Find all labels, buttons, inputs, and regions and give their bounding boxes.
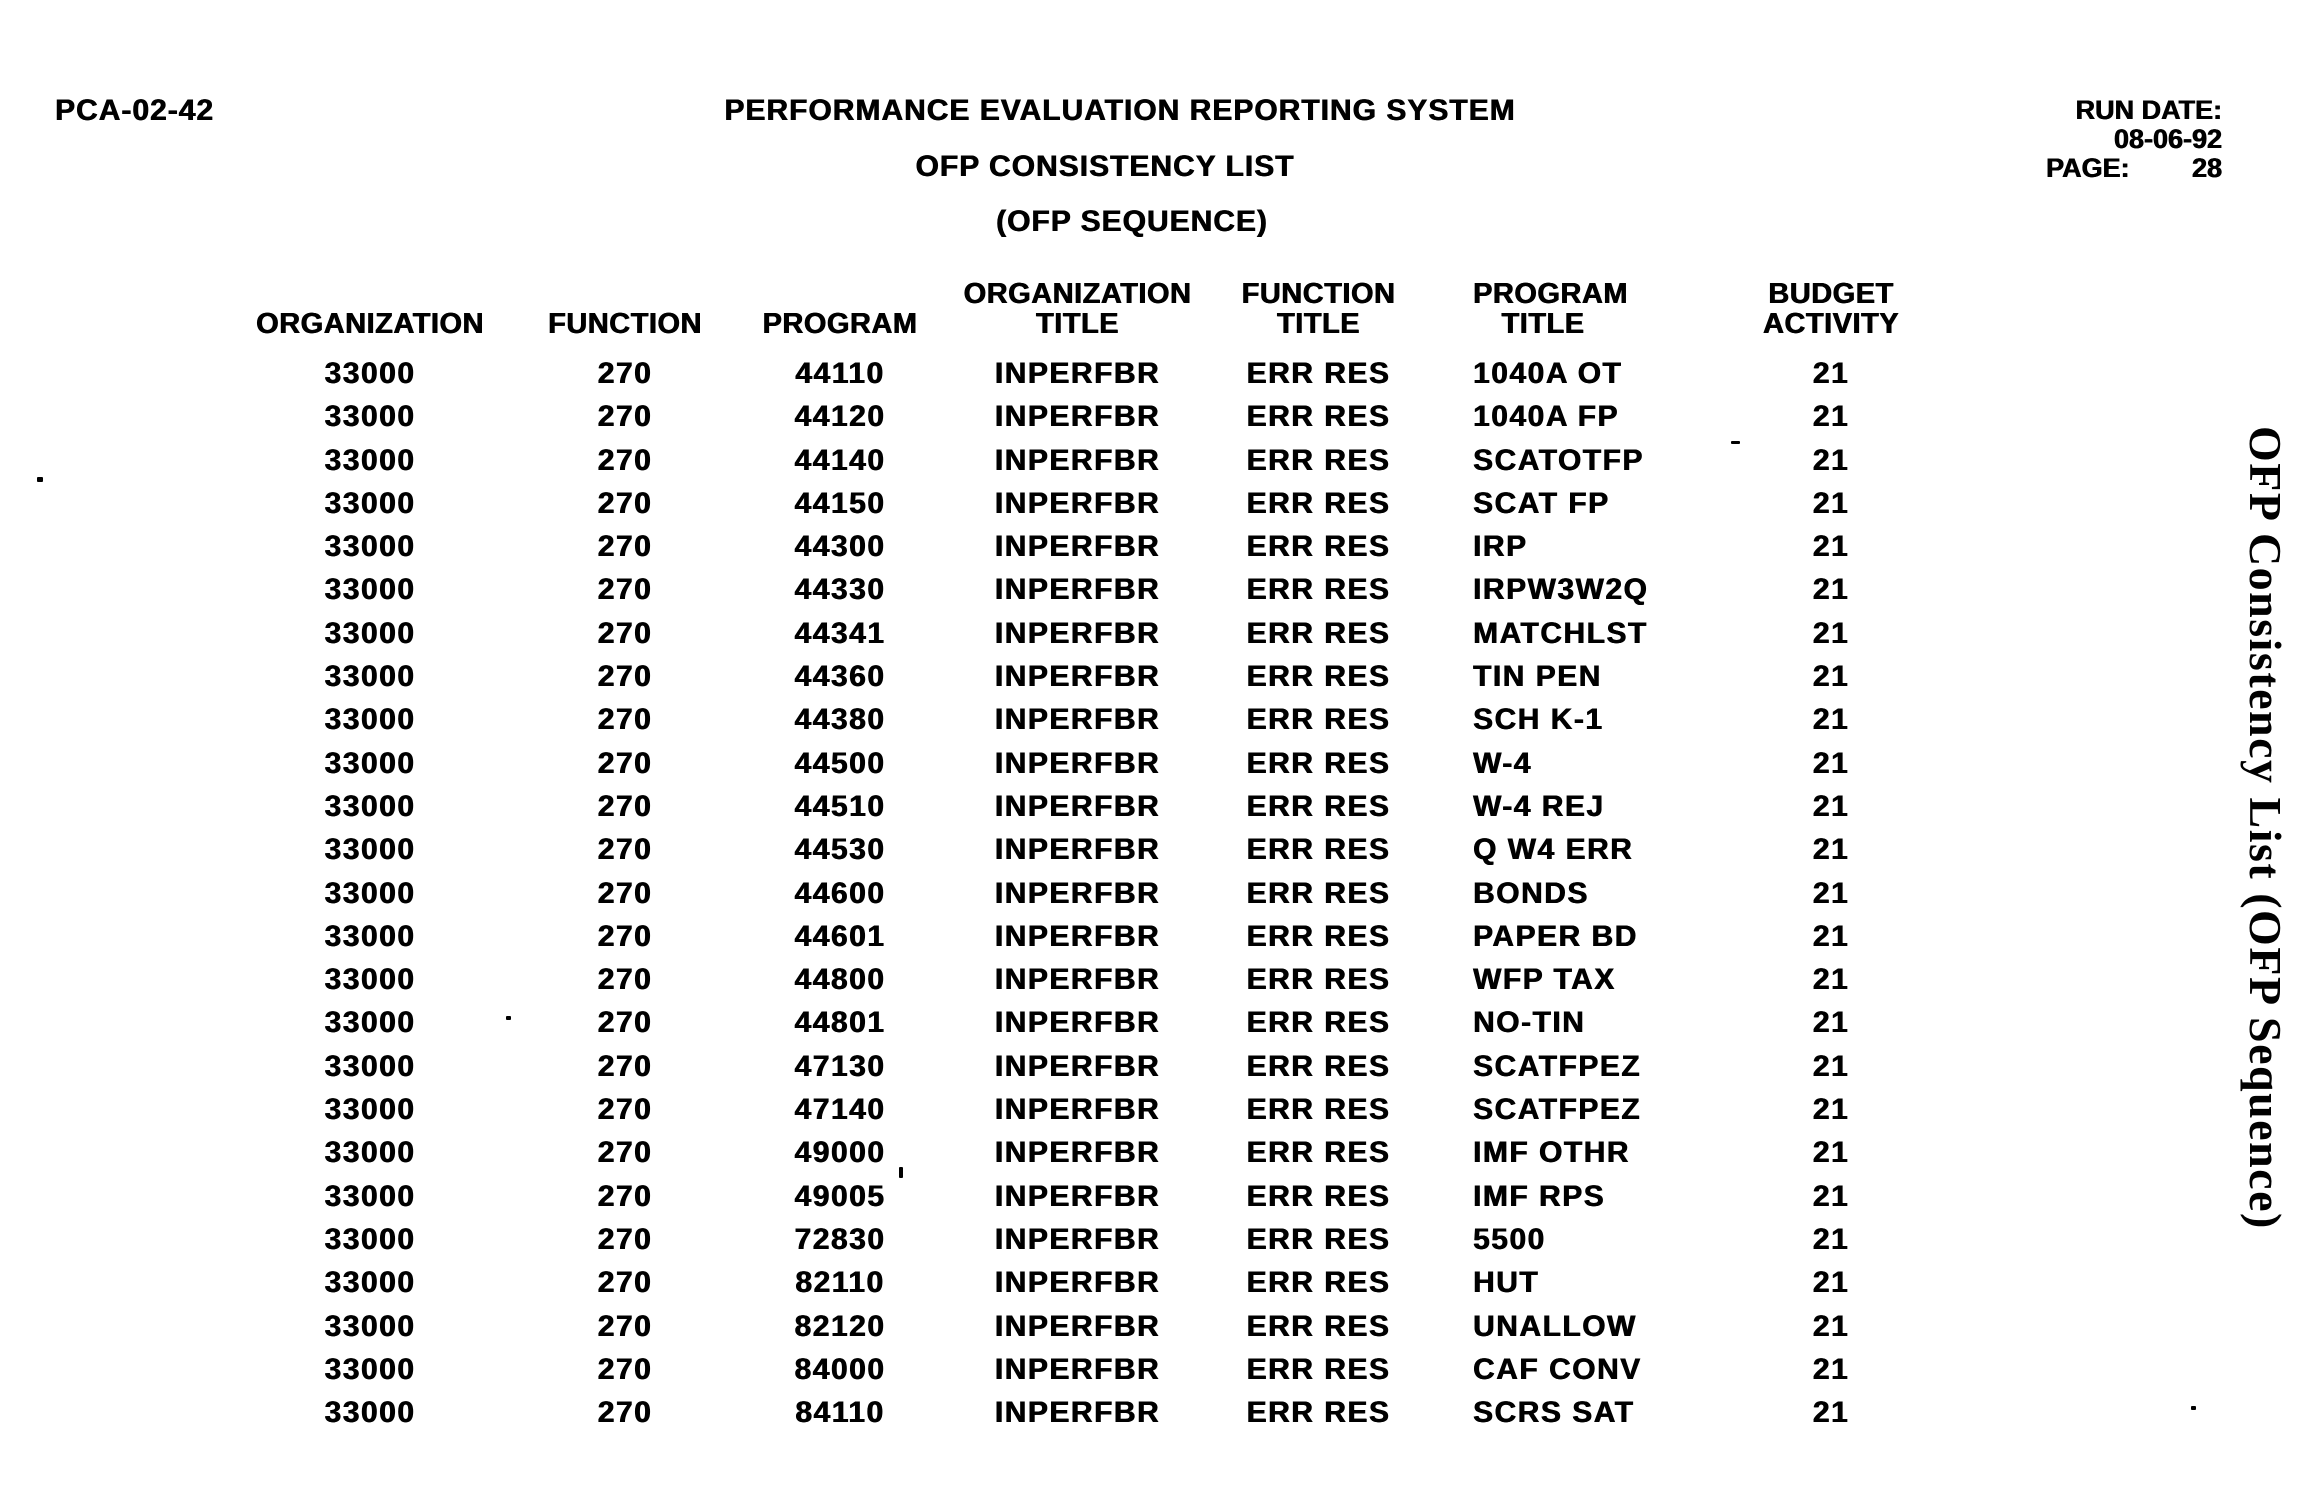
cell-organization-title: INPERFBR xyxy=(994,400,1161,434)
table-body xyxy=(0,352,2310,1434)
column-header-budget-activity: BUDGET ACTIVITY xyxy=(1762,278,1900,340)
cell-function-title: ERR RES xyxy=(1246,1093,1391,1127)
cell-program-title: 5500 xyxy=(1473,1222,1546,1256)
cell-budget-activity: 21 xyxy=(1812,963,1850,997)
cell-organization-title: INPERFBR xyxy=(994,963,1161,997)
page-number: 28 xyxy=(2191,153,2222,183)
cell-function-title: ERR RES xyxy=(1246,400,1391,434)
cell-function: 270 xyxy=(597,660,653,694)
cell-function-title: ERR RES xyxy=(1246,789,1391,823)
cell-organization-title: INPERFBR xyxy=(994,443,1161,477)
cell-program-title: PAPER BD xyxy=(1473,919,1638,953)
cell-budget-activity: 21 xyxy=(1812,703,1850,737)
cell-program-title: W-4 xyxy=(1473,746,1532,780)
cell-budget-activity: 21 xyxy=(1812,876,1850,910)
cell-program: 84000 xyxy=(794,1352,886,1386)
cell-program: 44140 xyxy=(794,443,886,477)
cell-function: 270 xyxy=(597,703,653,737)
cell-program: 44800 xyxy=(794,963,886,997)
scan-speck xyxy=(506,1016,511,1020)
cell-program-title: W-4 REJ xyxy=(1473,789,1605,823)
cell-function: 270 xyxy=(597,919,653,953)
table-row xyxy=(0,1218,2310,1261)
table-row xyxy=(0,1001,2310,1044)
cell-function: 270 xyxy=(597,443,653,477)
cell-organization: 33000 xyxy=(324,1006,416,1040)
document-id: PCA-02-42 xyxy=(55,94,215,127)
cell-program: 44120 xyxy=(794,400,886,434)
cell-organization: 33000 xyxy=(324,746,416,780)
cell-function: 270 xyxy=(597,357,653,390)
cell-organization: 33000 xyxy=(324,1352,416,1386)
column-header-program: PROGRAM xyxy=(762,308,918,340)
cell-organization-title: INPERFBR xyxy=(994,1179,1161,1213)
cell-function-title: ERR RES xyxy=(1246,1396,1391,1430)
table-row xyxy=(0,1045,2310,1088)
cell-budget-activity: 21 xyxy=(1812,1049,1850,1083)
cell-program-title: SCAT FP xyxy=(1473,486,1610,520)
table-row xyxy=(0,828,2310,871)
cell-program: 49005 xyxy=(794,1179,886,1213)
cell-function-title: ERR RES xyxy=(1246,876,1391,910)
cell-organization: 33000 xyxy=(324,357,416,390)
cell-function: 270 xyxy=(597,876,653,910)
column-header-program-title: PROGRAM TITLE xyxy=(1473,278,1628,340)
cell-program: 44330 xyxy=(794,573,886,607)
cell-program-title: MATCHLST xyxy=(1473,616,1648,650)
cell-organization: 33000 xyxy=(324,1136,416,1170)
cell-organization: 33000 xyxy=(324,616,416,650)
cell-function-title: ERR RES xyxy=(1246,703,1391,737)
cell-program: 44360 xyxy=(794,660,886,694)
cell-program: 44150 xyxy=(794,486,886,520)
cell-organization-title: INPERFBR xyxy=(994,1136,1161,1170)
cell-budget-activity: 21 xyxy=(1812,746,1850,780)
cell-budget-activity: 21 xyxy=(1812,486,1850,520)
cell-budget-activity: 21 xyxy=(1812,1179,1850,1213)
cell-organization-title: INPERFBR xyxy=(994,1093,1161,1127)
cell-organization: 33000 xyxy=(324,400,416,434)
cell-organization-title: INPERFBR xyxy=(994,1396,1161,1430)
table-row xyxy=(0,352,2310,395)
cell-function: 270 xyxy=(597,486,653,520)
cell-program: 44600 xyxy=(794,876,886,910)
cell-budget-activity: 21 xyxy=(1812,1222,1850,1256)
report-title: PERFORMANCE EVALUATION REPORTING SYSTEM xyxy=(724,94,1516,127)
cell-program-title: IMF RPS xyxy=(1473,1179,1606,1213)
cell-program: 72830 xyxy=(794,1222,886,1256)
cell-organization: 33000 xyxy=(324,443,416,477)
table-row xyxy=(0,482,2310,525)
cell-program-title: NO-TIN xyxy=(1473,1006,1586,1040)
cell-function-title: ERR RES xyxy=(1246,573,1391,607)
cell-function: 270 xyxy=(597,400,653,434)
cell-organization-title: INPERFBR xyxy=(994,1352,1161,1386)
cell-organization-title: INPERFBR xyxy=(994,703,1161,737)
cell-budget-activity: 21 xyxy=(1812,1136,1850,1170)
scan-speck xyxy=(2191,1406,2196,1410)
cell-function-title: ERR RES xyxy=(1246,1309,1391,1343)
cell-program-title: 1040A FP xyxy=(1473,400,1619,434)
cell-budget-activity: 21 xyxy=(1812,1266,1850,1300)
cell-budget-activity: 21 xyxy=(1812,660,1850,694)
cell-organization-title: INPERFBR xyxy=(994,1309,1161,1343)
cell-organization: 33000 xyxy=(324,573,416,607)
cell-program-title: Q W4 ERR xyxy=(1473,833,1634,867)
cell-function-title: ERR RES xyxy=(1246,660,1391,694)
cell-organization: 33000 xyxy=(324,833,416,867)
cell-organization-title: INPERFBR xyxy=(994,746,1161,780)
cell-function: 270 xyxy=(597,1309,653,1343)
cell-organization: 33000 xyxy=(324,1309,416,1343)
cell-function-title: ERR RES xyxy=(1246,1222,1391,1256)
cell-function: 270 xyxy=(597,1179,653,1213)
cell-function-title: ERR RES xyxy=(1246,530,1391,564)
cell-function-title: ERR RES xyxy=(1246,486,1391,520)
cell-organization-title: INPERFBR xyxy=(994,919,1161,953)
cell-function: 270 xyxy=(597,963,653,997)
cell-program-title: SCATOTFP xyxy=(1473,443,1644,477)
cell-program: 47130 xyxy=(794,1049,886,1083)
cell-function-title: ERR RES xyxy=(1246,443,1391,477)
cell-organization-title: INPERFBR xyxy=(994,1266,1161,1300)
table-row xyxy=(0,915,2310,958)
cell-budget-activity: 21 xyxy=(1812,357,1850,390)
cell-function-title: ERR RES xyxy=(1246,357,1391,390)
table-row xyxy=(0,525,2310,568)
cell-function: 270 xyxy=(597,789,653,823)
table-header-row xyxy=(0,278,2310,340)
cell-organization: 33000 xyxy=(324,876,416,910)
cell-budget-activity: 21 xyxy=(1812,400,1850,434)
cell-function-title: ERR RES xyxy=(1246,833,1391,867)
table-row xyxy=(0,742,2310,785)
cell-function-title: ERR RES xyxy=(1246,919,1391,953)
cell-program-title: IMF OTHR xyxy=(1473,1136,1630,1170)
table-row xyxy=(0,1348,2310,1391)
cell-organization: 33000 xyxy=(324,963,416,997)
cell-program-title: IRP xyxy=(1473,530,1528,564)
cell-function: 270 xyxy=(597,746,653,780)
cell-function: 270 xyxy=(597,573,653,607)
cell-program: 44510 xyxy=(794,789,886,823)
cell-budget-activity: 21 xyxy=(1812,1006,1850,1040)
cell-function: 270 xyxy=(597,1093,653,1127)
cell-organization: 33000 xyxy=(324,1093,416,1127)
cell-organization-title: INPERFBR xyxy=(994,616,1161,650)
cell-program-title: SCATFPEZ xyxy=(1473,1093,1642,1127)
cell-organization-title: INPERFBR xyxy=(994,789,1161,823)
cell-program: 44601 xyxy=(794,919,886,953)
cell-program: 44500 xyxy=(794,746,886,780)
binder-vertical-title: OFP Consistency List (OFP Sequence) xyxy=(2240,426,2291,1230)
cell-organization-title: INPERFBR xyxy=(994,486,1161,520)
table-row xyxy=(0,568,2310,611)
run-info-block xyxy=(2046,96,2222,183)
cell-organization-title: INPERFBR xyxy=(994,1006,1161,1040)
cell-program-title: HUT xyxy=(1473,1266,1540,1300)
scan-speck xyxy=(899,1167,903,1178)
cell-budget-activity: 21 xyxy=(1812,573,1850,607)
cell-program-title: SCH K-1 xyxy=(1473,703,1604,737)
cell-program: 82110 xyxy=(795,1266,885,1300)
cell-budget-activity: 21 xyxy=(1812,443,1850,477)
table-row xyxy=(0,1088,2310,1131)
column-header-organization-title: ORGANIZATION TITLE xyxy=(963,278,1192,340)
cell-program: 44300 xyxy=(794,530,886,564)
cell-function-title: ERR RES xyxy=(1246,1049,1391,1083)
cell-program-title: WFP TAX xyxy=(1473,963,1616,997)
table-row xyxy=(0,1261,2310,1304)
cell-organization: 33000 xyxy=(324,1179,416,1213)
cell-function: 270 xyxy=(597,1396,653,1430)
cell-program-title: IRPW3W2Q xyxy=(1473,573,1649,607)
cell-function-title: ERR RES xyxy=(1246,746,1391,780)
cell-function-title: ERR RES xyxy=(1246,616,1391,650)
cell-program: 44380 xyxy=(794,703,886,737)
scan-speck xyxy=(37,477,43,482)
page-number-line xyxy=(2046,154,2222,183)
report-sequence-label: (OFP SEQUENCE) xyxy=(996,205,1268,238)
cell-program-title: SCRS SAT xyxy=(1473,1396,1635,1430)
table-row xyxy=(0,439,2310,482)
table-row xyxy=(0,958,2310,1001)
table-row xyxy=(0,872,2310,915)
column-header-function: FUNCTION xyxy=(548,308,702,340)
table-row xyxy=(0,1305,2310,1348)
table-row xyxy=(0,698,2310,741)
cell-program-title: 1040A OT xyxy=(1473,357,1623,390)
cell-organization: 33000 xyxy=(324,1222,416,1256)
cell-organization-title: INPERFBR xyxy=(994,1049,1161,1083)
column-header-organization: ORGANIZATION xyxy=(256,308,484,340)
run-date-label: RUN DATE: xyxy=(2075,95,2222,125)
cell-organization: 33000 xyxy=(324,660,416,694)
cell-function-title: ERR RES xyxy=(1246,1136,1391,1170)
cell-function: 270 xyxy=(597,1006,653,1040)
table-row xyxy=(0,1391,2310,1434)
cell-function-title: ERR RES xyxy=(1246,963,1391,997)
cell-budget-activity: 21 xyxy=(1812,833,1850,867)
cell-function-title: ERR RES xyxy=(1246,1266,1391,1300)
column-header-function-title: FUNCTION TITLE xyxy=(1241,278,1396,340)
cell-budget-activity: 21 xyxy=(1812,1396,1850,1430)
cell-program-title: SCATFPEZ xyxy=(1473,1049,1642,1083)
cell-budget-activity: 21 xyxy=(1812,530,1850,564)
cell-organization-title: INPERFBR xyxy=(994,1222,1161,1256)
table-row xyxy=(0,612,2310,655)
report-subtitle: OFP CONSISTENCY LIST xyxy=(915,150,1295,183)
cell-organization: 33000 xyxy=(324,789,416,823)
table-row xyxy=(0,1131,2310,1174)
cell-function-title: ERR RES xyxy=(1246,1006,1391,1040)
cell-budget-activity: 21 xyxy=(1812,789,1850,823)
cell-function: 270 xyxy=(597,1222,653,1256)
cell-program: 44801 xyxy=(794,1006,886,1040)
cell-program: 49000 xyxy=(794,1136,886,1170)
cell-organization: 33000 xyxy=(324,1049,416,1083)
cell-organization-title: INPERFBR xyxy=(994,357,1161,390)
cell-function: 270 xyxy=(597,1049,653,1083)
table-row xyxy=(0,395,2310,438)
cell-program: 82120 xyxy=(794,1309,886,1343)
run-date-value: 08-06-92 xyxy=(2113,124,2222,154)
cell-program-title: UNALLOW xyxy=(1473,1309,1637,1343)
cell-program: 44530 xyxy=(794,833,886,867)
cell-organization-title: INPERFBR xyxy=(994,876,1161,910)
cell-organization: 33000 xyxy=(324,919,416,953)
cell-program-title: BONDS xyxy=(1473,876,1589,910)
cell-function: 270 xyxy=(597,530,653,564)
cell-organization-title: INPERFBR xyxy=(994,833,1161,867)
scan-speck xyxy=(1731,441,1740,444)
cell-organization: 33000 xyxy=(324,486,416,520)
cell-organization-title: INPERFBR xyxy=(994,530,1161,564)
cell-function: 270 xyxy=(597,1136,653,1170)
cell-program: 47140 xyxy=(794,1093,886,1127)
cell-program: 44110 xyxy=(795,357,885,390)
cell-budget-activity: 21 xyxy=(1812,1309,1850,1343)
cell-budget-activity: 21 xyxy=(1812,1093,1850,1127)
cell-function: 270 xyxy=(597,1352,653,1386)
cell-program: 84110 xyxy=(795,1396,885,1430)
page-label: PAGE: xyxy=(2046,153,2130,183)
cell-program-title: CAF CONV xyxy=(1473,1352,1642,1386)
cell-budget-activity: 21 xyxy=(1812,616,1850,650)
table-row xyxy=(0,1175,2310,1218)
cell-organization-title: INPERFBR xyxy=(994,573,1161,607)
cell-program-title: TIN PEN xyxy=(1473,660,1602,694)
cell-budget-activity: 21 xyxy=(1812,1352,1850,1386)
cell-organization: 33000 xyxy=(324,1266,416,1300)
cell-function-title: ERR RES xyxy=(1246,1179,1391,1213)
cell-function: 270 xyxy=(597,616,653,650)
cell-budget-activity: 21 xyxy=(1812,919,1850,953)
cell-function: 270 xyxy=(597,833,653,867)
cell-organization: 33000 xyxy=(324,530,416,564)
cell-organization-title: INPERFBR xyxy=(994,660,1161,694)
cell-program: 44341 xyxy=(794,616,886,650)
cell-organization: 33000 xyxy=(324,703,416,737)
cell-function: 270 xyxy=(597,1266,653,1300)
cell-function-title: ERR RES xyxy=(1246,1352,1391,1386)
table-row xyxy=(0,785,2310,828)
table-row xyxy=(0,655,2310,698)
cell-organization: 33000 xyxy=(324,1396,416,1430)
